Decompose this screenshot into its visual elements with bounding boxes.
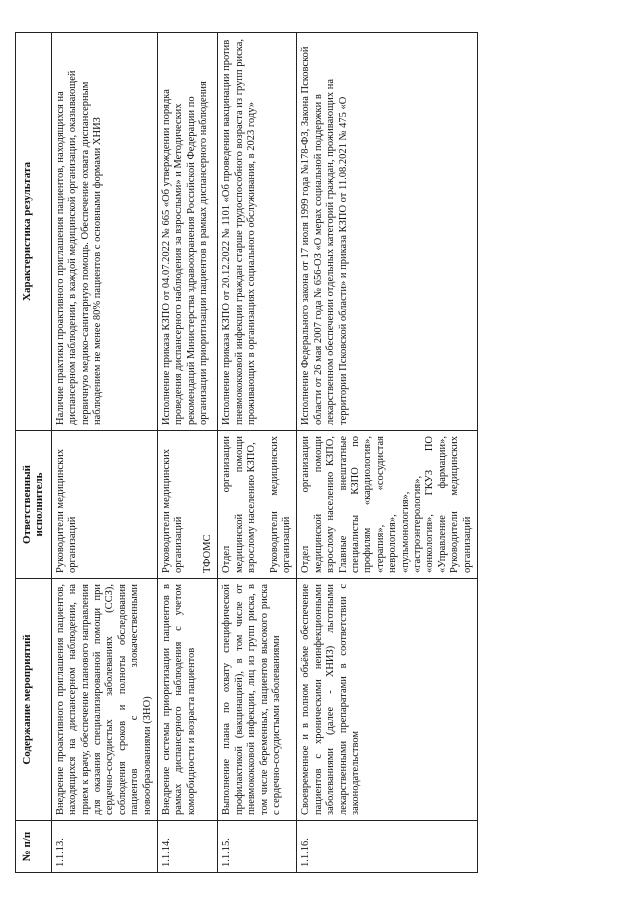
row-number: 1.1.15.: [218, 820, 297, 872]
row-executor: [297, 430, 478, 578]
header-num: № п/п: [16, 820, 52, 872]
executor-secondary: ТФОМС: [201, 533, 213, 573]
row-content: Внедрение проактивного приглашения пациентов, находящихся на диспансерном наблюдении, на прием к врачу, обеспечение планового направления для оказания специализированной помощи при сердечно-сосудистых заболеваниях (ССЗ), соблюдения сроков и полноты обследования пациентов с злокачественными новообразованиями (ЗНО): [51, 578, 157, 820]
row-content: Выполнение плана по охвату специфической профилактикой (вакцинацией), в том числе от пневмококковой инфекции, лиц из групп риска, в том числе беременных, пациентов высокого риска с сердечно-сосудистыми заболеваниями: [218, 578, 297, 820]
row-result: Исполнение Федерального закона от 17 июля 1999 года №178-ФЗ, Закона Псковской области от 26 мая 2007 года № 656-ОЗ «О мерах социальной поддержки в лекарственном обеспечении отдельных категорий граждан, проживающих на территории Псковской области» и приказа КЗПО от 11.08.2021 № 475 «О: [297, 32, 478, 430]
header-executor: Ответственный исполнитель: [16, 430, 52, 578]
executor-primary: Руководители медицинских организаций: [161, 448, 185, 573]
rotated-page: [15, 33, 625, 873]
row-result: Наличие практики проактивного приглашения пациентов, находящихся на диспансерном наблюдении, в каждой медицинской организации, оказывающей первичную медико-санитарную помощь. Обеспечение охвата диспансерным наблюдением не менее 80% пациентов с основными формами ХНИЗ: [51, 32, 157, 430]
row-result: Исполнение приказа КЗПО от 04.07.2022 № 665 «Об утверждении порядка проведения диспансерного наблюдения за взрослыми» и Методических рекомендаций Министерства здравоохранения Российской Федерации по организации приоритизации пациентов в рамках диспансерного наблюдения: [158, 32, 218, 430]
header-result: Характеристика результата: [16, 32, 52, 430]
executor-secondary: Руководители медицинских организаций: [268, 435, 292, 573]
row-number: 1.1.13.: [51, 820, 157, 872]
measures-table: [15, 32, 478, 873]
table-row: [297, 32, 478, 872]
table-header-row: [16, 32, 52, 872]
row-number: 1.1.16.: [297, 820, 478, 872]
row-content: Своевременное и в полном объёме обеспечение пациентов с хроническими неинфекционными заболеваниями (далее - ХНИЗ) льготными лекарственными препаратами в соответствии с законодательством: [297, 578, 478, 820]
row-executor: [218, 430, 297, 578]
executor-primary: Отдел организации медицинской помощи взрослому населению КЗПО, Главные внештатные специалисты КЗПО по профилям «кардиология», «терапия», «сосудистая неврология», «пульмонология», «гастроэнтерология», «онкология», ГКУЗ ПО «Управление фармации», Руководители медицинских организаций: [300, 435, 473, 573]
row-content: Внедрение системы приоритизации пациентов в рамках диспансерного наблюдения с учетом коморбидности и возраста пациентов: [158, 578, 218, 820]
header-content: Содержание мероприятий: [16, 578, 52, 820]
executor-primary: Руководители медицинских организаций: [54, 448, 79, 573]
table-row: [218, 32, 297, 872]
table-row: [51, 32, 157, 872]
row-executor: [158, 430, 218, 578]
table-row: [158, 32, 218, 872]
row-executor: [51, 430, 157, 578]
executor-primary: Отдел организации медицинской помощи взрослому населению КЗПО,: [221, 435, 258, 573]
row-number: 1.1.14.: [158, 820, 218, 872]
row-result: Исполнение приказа КЗПО от 20.12.2022 № 1101 «Об проведении вакцинации против пневмококковой инфекции граждан старше трудоспособного возраста из групп риска, проживающих в организациях социального обслуживания, в 2023 году»: [218, 32, 297, 430]
